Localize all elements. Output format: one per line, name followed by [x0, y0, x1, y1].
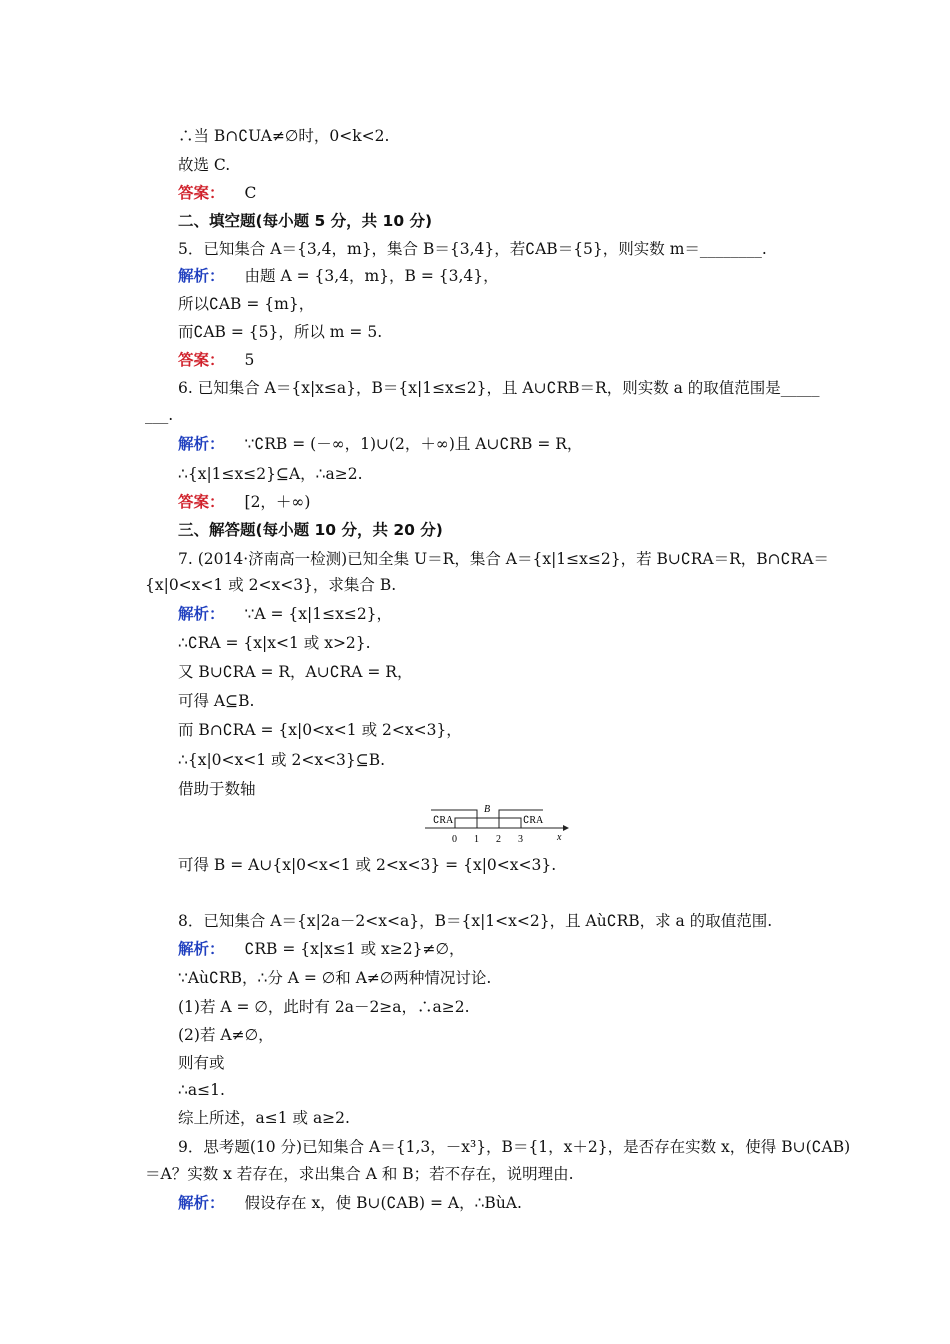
tick-label: 2 [496, 834, 501, 845]
question-7-cont: {x|0<x<1 或 2<x<3}，求集合 B. [145, 576, 397, 594]
question-8: 8．已知集合 A＝{x|2a－2<x<a}，B＝{x|1<x<2}，且 Aù∁RB，求 a 的取值范围. [178, 912, 773, 930]
text-line: 综上所述，a≤1 或 a≥2. [178, 1109, 350, 1127]
analysis-line [178, 434, 582, 454]
question-6: 6. 已知集合 A＝{x|x≤a}，B＝{x|1≤x≤2}，且 A∪∁RB＝R，则实数 a 的取值范围是_____ [178, 379, 820, 397]
answer-line [178, 350, 254, 370]
text-line: 可得 B = A∪{x|0<x<1 或 2<x<3} = {x|0<x<3}. [178, 856, 557, 874]
analysis-line [178, 1193, 522, 1213]
text-line: ∴∁RA = {x|x<1 或 x>2}. [178, 634, 371, 652]
text-line: 又 B∪∁RA = R，A∪∁RA = R， [178, 663, 413, 681]
text-line: 而∁AB = {5}，所以 m = 5. [178, 323, 383, 341]
answer-value: C [244, 184, 257, 202]
analysis-label: 解析： [178, 605, 225, 623]
text-line: 可得 A⊆B. [178, 692, 255, 710]
question-9-cont: ＝A？实数 x 若存在，求出集合 A 和 B；若不存在，说明理由. [145, 1165, 574, 1183]
complement-a-left-label: ∁RA [433, 815, 454, 826]
analysis-text: 由题 A = {3,4，m}，B = {3,4}， [244, 267, 499, 285]
text-line: 故选 C. [178, 156, 231, 174]
answer-value: [2，＋∞) [244, 493, 311, 511]
question-5: 5．已知集合 A＝{3,4，m}，集合 B＝{3,4}，若∁AB＝{5}，则实数 m＝________. [178, 240, 767, 258]
text-line: 则有或 [178, 1054, 225, 1072]
analysis-text: ∵A = {x|1≤x≤2}， [244, 605, 393, 623]
analysis-text: 假设存在 x，使 B∪(∁AB) = A，∴BùA. [244, 1194, 522, 1212]
set-b-label: B [484, 804, 491, 815]
analysis-line [178, 604, 392, 624]
question-6-cont: ___. [145, 406, 174, 424]
question-7: 7. (2014·济南高一检测)已知全集 U＝R，集合 A＝{x|1≤x≤2}，若 B∪∁RA＝R，B∩∁RA＝ [178, 550, 829, 568]
text-line: (2)若 A≠∅， [178, 1026, 274, 1044]
axis-label: x [557, 832, 562, 843]
answer-label: 答案： [178, 184, 225, 202]
analysis-text: ∵∁RB = (－∞，1)∪(2，＋∞)且 A∪∁RB = R， [244, 435, 583, 453]
tick-label: 1 [474, 834, 479, 845]
analysis-label: 解析： [178, 435, 225, 453]
answer-value: 5 [244, 351, 255, 369]
text-line: 借助于数轴 [178, 780, 256, 798]
analysis-line [178, 939, 465, 959]
answer-line [178, 183, 256, 203]
answer-label: 答案： [178, 493, 225, 511]
axis-arrow-icon [563, 825, 569, 831]
section-heading: 二、填空题(每小题 5 分，共 10 分) [178, 212, 433, 230]
text-line: ∵Aù∁RB，∴分 A = ∅和 A≠∅两种情况讨论. [178, 969, 492, 987]
text-line: (1)若 A = ∅，此时有 2a－2≥a，∴a≥2. [178, 998, 470, 1016]
tick-label: 0 [452, 834, 457, 845]
analysis-text: ∁RB = {x|x≤1 或 x≥2}≠∅， [244, 940, 465, 958]
question-9: 9．思考题(10 分)已知集合 A＝{1,3，－x³}，B＝{1，x＋2}，是否存在实数 x，使得 B∪(∁AB) [178, 1138, 851, 1156]
analysis-label: 解析： [178, 1194, 225, 1212]
complement-a-right-label: ∁RA [523, 815, 544, 826]
text-line: ∴a≤1. [178, 1081, 225, 1099]
answer-line [178, 492, 310, 512]
set-b-bracket [455, 818, 521, 828]
number-line-diagram [425, 798, 585, 850]
text-line: ∴{x|1≤x≤2}⊆A，∴a≥2. [178, 465, 363, 483]
section-heading: 三、解答题(每小题 10 分，共 20 分) [178, 521, 443, 539]
text-line: 而 B∩∁RA = {x|0<x<1 或 2<x<3}， [178, 721, 462, 739]
text-line: ∴当 B∩∁UA≠∅时，0<k<2. [178, 127, 390, 145]
analysis-line [178, 266, 499, 286]
tick-label: 3 [518, 834, 523, 845]
text-line: ∴{x|0<x<1 或 2<x<3}⊆B. [178, 751, 386, 769]
analysis-label: 解析： [178, 940, 225, 958]
answer-label: 答案： [178, 351, 225, 369]
analysis-label: 解析： [178, 267, 225, 285]
text-line: 所以∁AB = {m}， [178, 295, 315, 313]
